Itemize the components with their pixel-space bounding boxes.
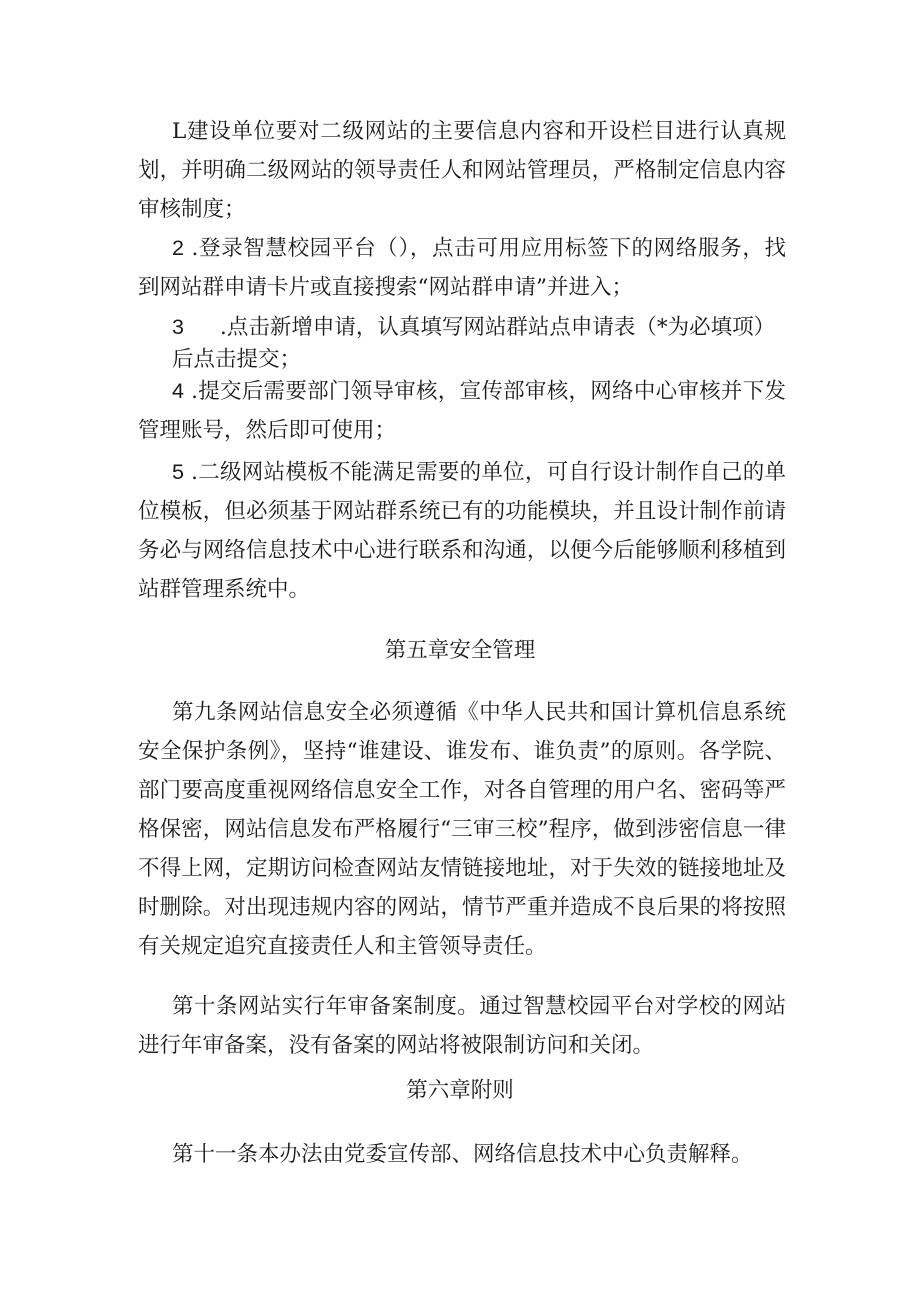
item-2-text: .登录智慧校园平台（），点击可用应用标签下的网络服务，找到网站群申请卡片或直接搜索“网站群申请”并进入； [138, 236, 786, 300]
item-4-paragraph [138, 372, 786, 450]
item-5-number: 5 [172, 460, 184, 484]
item-4-number: 4 [172, 379, 184, 403]
chapter-6-title: 第六章附则 [406, 1078, 514, 1103]
item-2-number: 2 [172, 236, 184, 260]
item-3-number: 3 [172, 315, 184, 339]
item-5-text: .二级网站模板不能满足需要的单位，可自行设计制作自己的单位模板，但必须基于网站群系统已有的功能模块，并且设计制作前请务必与网络信息技术中心进行联系和沟通，以便今后能够顺利移植到站群管理系统中。 [138, 460, 786, 602]
item-3-paragraph [172, 311, 792, 376]
item-3-text-line2: 后点击提交； [172, 347, 302, 372]
chapter-5-title: 第五章安全管理 [384, 638, 536, 663]
item-1-paragraph: L建设单位要对二级网站的主要信息内容和开设栏目进行认真规划，并明确二级网站的领导责任人和网站管理员，严格制定信息内容审核制度； [138, 119, 786, 222]
article-9-paragraph: 第九条网站信息安全必须遵循《中华人民共和国计算机信息系统安全保护条例》，坚持“谁建设、谁发布、谁负责”的原则。各学院、部门要高度重视网络信息安全工作，对各自管理的用户名、密码等严格保密，网站信息发布严格履行“三审三校”程序，做到涉密信息一律不得上网，定期访问检查网站友情链接地址，对于失效的链接地址及时删除。对出现违规内容的网站，情节严重并造成不良后果的将按照有关规定追究直接责任人和主管领导责任。 [138, 700, 786, 959]
article-10-paragraph: 第十条网站实行年审备案制度。通过智慧校园平台对学校的网站进行年审备案，没有备案的网站将被限制访问和关闭。 [138, 994, 786, 1058]
article-11-paragraph: 第十一条本办法由党委宣传部、网络信息技术中心负责解释。 [172, 1142, 753, 1167]
item-3-text-line1: .点击新增申请，认真填写网站群站点申请表（*为必填项） [220, 315, 776, 340]
item-5-paragraph [138, 453, 786, 609]
item-4-text: .提交后需要部门领导审核，宣传部审核，网络中心审核并下发管理账号，然后即可使用； [138, 379, 786, 443]
item-2-paragraph [138, 229, 786, 307]
